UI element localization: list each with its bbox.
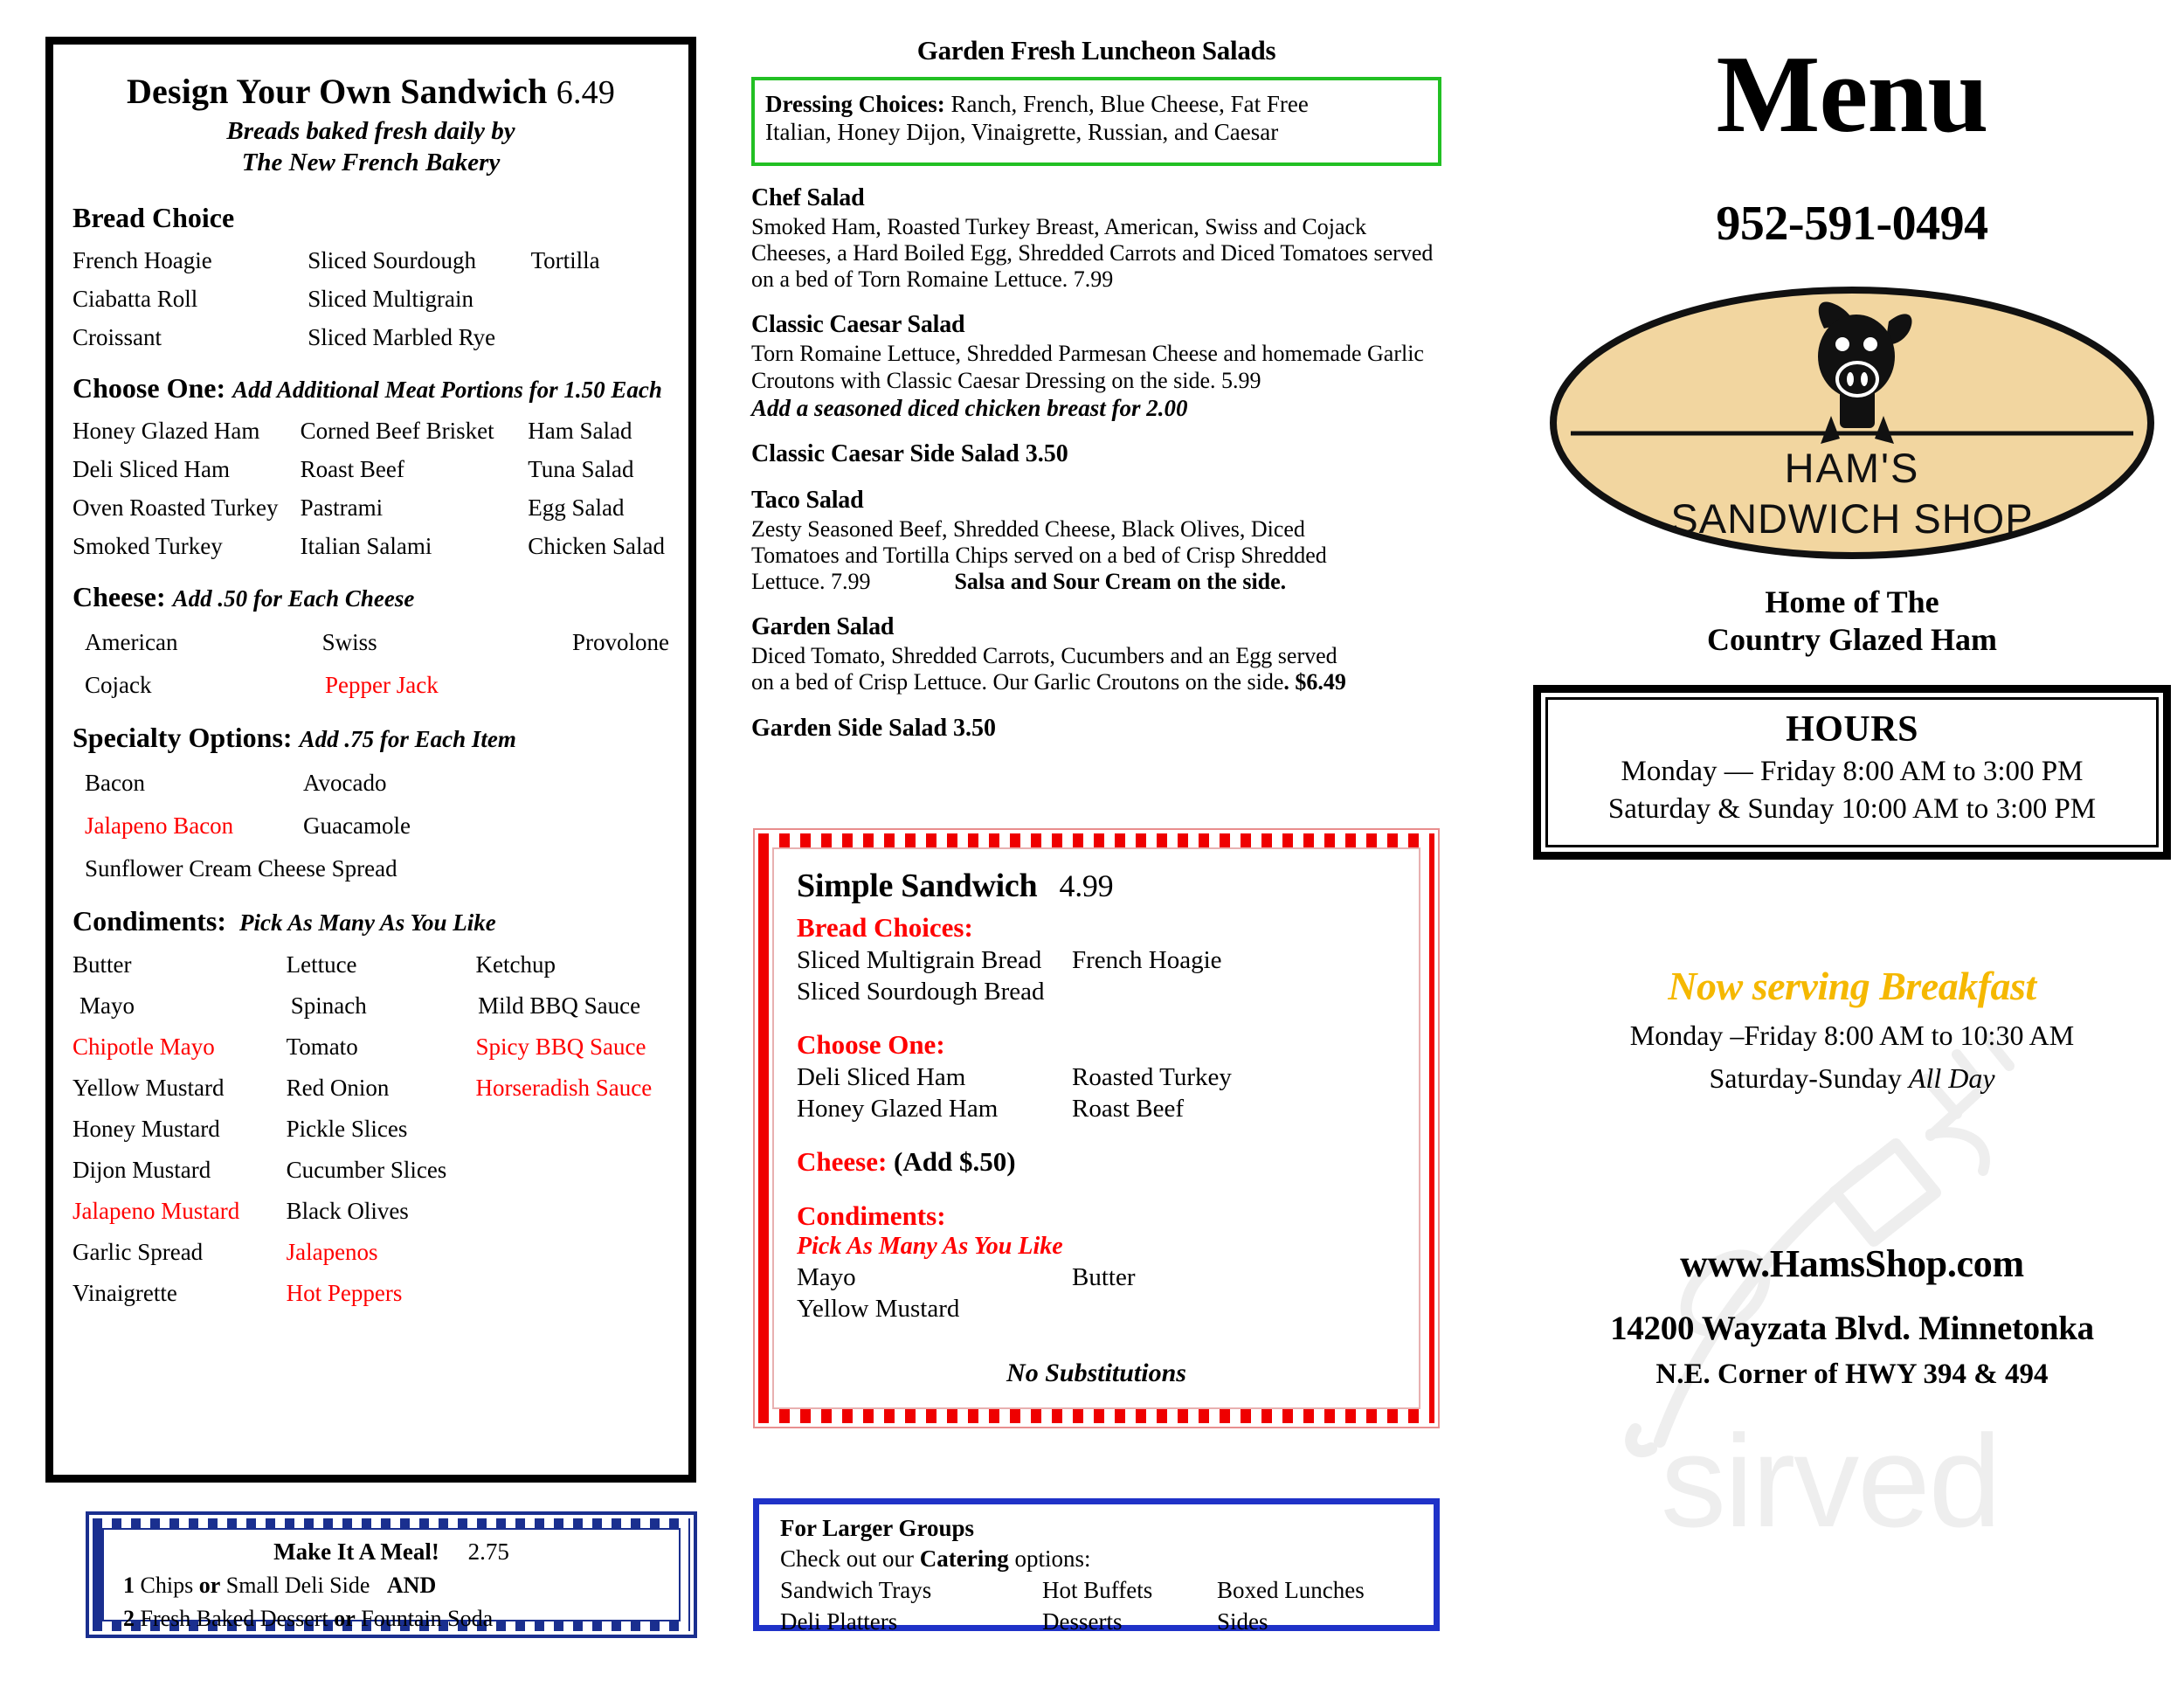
condiment-row	[73, 1116, 669, 1143]
meal-line1-number: 1	[123, 1573, 135, 1598]
condiment-option[interactable]: Spinach	[290, 992, 367, 1019]
condiment-option[interactable]: Vinaigrette	[73, 1279, 177, 1306]
simple-sandwich-title-text: Simple Sandwich	[797, 868, 1038, 904]
catering-option[interactable]: Desserts	[1042, 1608, 1123, 1635]
simple-sandwich-price: 4.99	[1059, 868, 1114, 903]
condiment-option[interactable]: Tomato	[286, 1033, 358, 1060]
bread-option[interactable]: Croissant	[73, 323, 162, 350]
cheese-note: Add .50 for Each Cheese	[172, 584, 415, 612]
meat-option[interactable]: Italian Salami	[300, 532, 432, 559]
specialty-option[interactable]: Sunflower Cream Cheese Spread	[85, 854, 397, 882]
condiment-option	[476, 1198, 670, 1225]
phone-number[interactable]: 952-591-0494	[1716, 197, 1988, 251]
specialty-row	[73, 770, 669, 797]
cheese-row	[73, 672, 669, 699]
bread-option	[531, 326, 669, 349]
dyo-subtitle-line2: The New French Bakery	[241, 149, 501, 177]
logo	[1520, 283, 2184, 563]
simple-sandwich-title	[797, 867, 1396, 905]
larger-groups-title: For Larger Groups	[780, 1515, 974, 1541]
salads-section-title: Garden Fresh Luncheon Salads	[916, 35, 1276, 66]
cheese-row	[73, 629, 669, 656]
specialty-note: Add .75 for Each Item	[299, 725, 516, 752]
condiment-option[interactable]: Ketchup	[475, 951, 556, 978]
address-line-2: N.E. Corner of HWY 394 & 494	[1655, 1359, 2049, 1391]
condiment-option[interactable]: Black Olives	[286, 1197, 409, 1224]
condiment-option[interactable]: Horseradish Sauce	[475, 1074, 653, 1101]
condiment-option[interactable]: Honey Mustard	[73, 1115, 220, 1142]
meal-title	[104, 1538, 679, 1566]
catering-suffix: options:	[1008, 1545, 1091, 1572]
dressing-choices-box	[751, 77, 1441, 166]
choose-one-label: Choose One:	[73, 371, 226, 404]
meal-box-checker-border	[93, 1518, 690, 1631]
bread-option[interactable]: Ciabatta Roll	[73, 285, 198, 312]
simple-condiment-option[interactable]: Yellow Mustard	[797, 1295, 960, 1323]
specialty-option[interactable]: Guacamole	[303, 812, 411, 839]
salad-desc-taco	[751, 516, 1441, 595]
simple-choose-one-heading: Choose One:	[797, 1029, 945, 1060]
catering-prefix: Check out our	[780, 1545, 920, 1572]
condiment-row	[73, 1075, 669, 1102]
choose-one-note: Add Additional Meat Portions for 1.50 Each	[232, 376, 662, 403]
condiment-option[interactable]: Butter	[73, 951, 132, 978]
simple-meat-option[interactable]: Deli Sliced Ham	[797, 1063, 966, 1091]
condiment-option[interactable]: Jalapenos	[286, 1238, 378, 1265]
salad-name-chef: Chef Salad	[751, 184, 865, 211]
catering-option[interactable]: Boxed Lunches	[1217, 1577, 1365, 1603]
condiment-option[interactable]: Cucumber Slices	[286, 1156, 447, 1183]
website-url[interactable]: www.HamsShop.com	[1680, 1242, 2024, 1286]
meal-line1-option-b[interactable]: Small Deli Side	[225, 1573, 370, 1598]
meal-line2-option-a[interactable]: Fresh Baked Dessert	[140, 1606, 328, 1631]
condiment-option	[476, 1239, 670, 1266]
simple-meat-option[interactable]: Roasted Turkey	[1072, 1063, 1232, 1091]
specialty-options-heading	[73, 722, 669, 754]
hours-box	[1533, 685, 2171, 860]
dyo-subtitle	[73, 115, 669, 179]
meat-row	[73, 532, 669, 559]
specialty-option[interactable]: Jalapeno Bacon	[85, 812, 234, 839]
tagline-line1: Home of The	[1765, 584, 1939, 619]
condiment-option[interactable]: Mild BBQ Sauce	[478, 992, 641, 1019]
specialty-label: Specialty Options:	[73, 721, 293, 753]
page-title: Menu	[1716, 34, 1988, 156]
condiment-option[interactable]: Pickle Slices	[286, 1115, 408, 1142]
bread-option[interactable]: Tortilla	[530, 246, 600, 273]
bread-option[interactable]: Sliced Marbled Rye	[308, 323, 496, 350]
simple-condiment-option[interactable]: Butter	[1072, 1263, 1136, 1291]
meat-option[interactable]: Corned Beef Brisket	[300, 417, 494, 444]
watermark-text: sirved	[1660, 1407, 2001, 1554]
condiments-note: Pick As Many As You Like	[239, 909, 496, 936]
dyo-price: 6.49	[556, 74, 616, 111]
condiment-row	[73, 1239, 669, 1266]
salad-garden-side: Garden Side Salad 3.50	[751, 714, 997, 742]
simple-bread-option[interactable]: Sliced Sourdough Bread	[797, 978, 1045, 1006]
logo-line-1: HAM'S	[1784, 445, 1920, 491]
salad-desc-taco-line2: Tomatoes and Tortilla Chips served on a bed of Crisp Shredded	[751, 542, 1327, 568]
condiment-option[interactable]: Chipotle Mayo	[73, 1033, 215, 1060]
salad-desc-chef: Smoked Ham, Roasted Turkey Breast, American, Swiss and Cojack Cheeses, a Hard Boiled Egg, Shredded Carrots and Diced Tomatoes served on a bed of Torn Romaine Lettuce. 7.99	[751, 214, 1434, 293]
simple-cheese-surcharge: (Add $.50)	[894, 1146, 1016, 1177]
meat-option[interactable]: Egg Salad	[528, 494, 625, 521]
salad-taco-salsa-note: Salsa and Sour Cream on the side.	[954, 569, 1287, 595]
salad-desc-taco-line3: Lettuce. 7.99	[751, 569, 871, 595]
meat-option[interactable]: Honey Glazed Ham	[73, 417, 260, 444]
cheese-label: Cheese:	[73, 580, 166, 612]
meat-option[interactable]: Ham Salad	[528, 417, 632, 444]
breakfast-weekend-allday: All Day	[1908, 1062, 1995, 1095]
meat-option[interactable]: Roast Beef	[300, 455, 404, 482]
choose-one-heading	[73, 372, 669, 404]
breakfast-weekend-hours	[1520, 1062, 2184, 1095]
simple-bread-option[interactable]: Sliced Multigrain Bread	[797, 946, 1042, 974]
catering-option-row	[780, 1608, 1434, 1635]
breakfast-headline: Now serving Breakfast	[1668, 964, 2036, 1009]
condiment-row	[73, 951, 669, 978]
condiment-option[interactable]: Spicy BBQ Sauce	[475, 1033, 646, 1060]
hours-title: HOURS	[1786, 709, 1918, 750]
meal-line2-option-b[interactable]: Fountain Soda	[361, 1606, 494, 1631]
catering-option[interactable]: Deli Platters	[780, 1608, 898, 1635]
simple-cheese-label: Cheese:	[797, 1146, 888, 1177]
design-your-own-sandwich-panel	[45, 37, 696, 1483]
condiment-option[interactable]: Garlic Spread	[73, 1238, 204, 1265]
simple-condiment-row	[797, 1263, 1396, 1292]
specialty-row	[73, 855, 669, 882]
meat-option[interactable]: Chicken Salad	[528, 532, 665, 559]
meal-line2-or: or	[334, 1606, 356, 1631]
simple-meat-row	[797, 1095, 1396, 1124]
simple-condiments-subheading: Pick As Many As You Like	[797, 1233, 1063, 1260]
bread-choice-heading: Bread Choice	[73, 201, 235, 233]
condiment-row	[73, 992, 669, 1020]
specialty-row	[73, 812, 669, 840]
meal-line2-number: 2	[123, 1606, 135, 1631]
condiment-option[interactable]: Lettuce	[286, 951, 357, 978]
salad-desc-garden	[751, 643, 1441, 695]
condiment-option	[476, 1157, 670, 1184]
simple-sandwich-box	[753, 828, 1440, 1387]
salad-desc-caesar: Torn Romaine Lettuce, Shredded Parmesan Cheese and homemade Garlic Croutons with Classic Caesar Dressing on the side. 5.99	[751, 341, 1424, 393]
catering-option[interactable]: Sandwich Trays	[780, 1577, 932, 1603]
condiment-option[interactable]: Jalapeno Mustard	[73, 1197, 240, 1224]
cheese-option[interactable]: Swiss	[321, 628, 377, 655]
meat-row	[73, 496, 669, 520]
catering-option[interactable]: Hot Buffets	[1042, 1577, 1153, 1603]
salads-panel	[751, 35, 1441, 743]
simple-sandwich-checker-border	[758, 833, 1434, 1423]
breakfast-weekday-hours: Monday –Friday 8:00 AM to 10:30 AM	[1629, 1020, 2075, 1052]
condiments-label: Condiments:	[73, 904, 227, 937]
simple-condiment-option[interactable]: Mayo	[797, 1263, 856, 1291]
tagline	[1520, 584, 2184, 659]
specialty-option[interactable]: Avocado	[303, 769, 387, 796]
bread-row	[73, 287, 669, 311]
cheese-option[interactable]: American	[85, 628, 178, 655]
cheese-option[interactable]: Provolone	[572, 628, 669, 655]
meal-price: 2.75	[467, 1538, 509, 1565]
cheese-option[interactable]: Pepper Jack	[325, 671, 439, 698]
hours-weekday: Monday — Friday 8:00 AM to 3:00 PM	[1621, 756, 2084, 788]
dyo-subtitle-line1: Breads baked fresh daily by	[226, 117, 515, 145]
simple-meat-option[interactable]: Roast Beef	[1072, 1095, 1185, 1123]
no-substitutions-note: No Substitutions	[1006, 1359, 1186, 1387]
dyo-title	[73, 71, 669, 112]
brand-panel	[1520, 31, 2184, 1391]
dressing-choices-line1: Ranch, French, Blue Cheese, Fat Free	[950, 91, 1309, 117]
meal-line-2	[104, 1606, 679, 1632]
bread-row	[73, 323, 669, 350]
condiment-option[interactable]: Dijon Mustard	[73, 1156, 211, 1183]
condiment-option	[476, 1116, 670, 1143]
bread-option[interactable]: Sliced Sourdough	[308, 246, 477, 273]
catering-line	[780, 1545, 1434, 1573]
condiment-option[interactable]: Yellow Mustard	[73, 1074, 225, 1101]
address-line-1: 14200 Wayzata Blvd. Minnetonka	[1610, 1310, 2094, 1348]
simple-bread-heading: Bread Choices:	[797, 912, 973, 943]
dressing-choices-line2: Italian, Honey Dijon, Vinaigrette, Russian, and Caesar	[765, 118, 1279, 145]
cheese-option[interactable]: Cojack	[85, 671, 152, 698]
simple-condiments-heading: Condiments:	[797, 1200, 946, 1231]
catering-option[interactable]: Sides	[1217, 1608, 1268, 1635]
simple-condiment-row	[797, 1295, 1396, 1324]
meat-option[interactable]: Deli Sliced Ham	[73, 455, 230, 482]
bread-option	[531, 287, 669, 311]
condiment-row	[73, 1198, 669, 1225]
salad-name-taco: Taco Salad	[751, 486, 864, 514]
condiment-option	[476, 1280, 670, 1307]
condiment-option[interactable]: Mayo	[79, 992, 135, 1019]
condiment-option[interactable]: Red Onion	[286, 1074, 390, 1101]
catering-word[interactable]: Catering	[919, 1545, 1009, 1572]
meat-row	[73, 419, 669, 443]
dyo-title-text: Design Your Own Sandwich	[126, 72, 548, 111]
simple-bread-option[interactable]: French Hoagie	[1072, 946, 1222, 974]
condiment-row	[73, 1034, 669, 1061]
salad-name-caesar: Classic Caesar Salad	[751, 311, 965, 339]
tagline-line2: Country Glazed Ham	[1707, 622, 1997, 658]
catering-option-row	[780, 1577, 1434, 1604]
hours-weekend: Saturday & Sunday 10:00 AM to 3:00 PM	[1607, 793, 2097, 826]
condiment-option[interactable]: Hot Peppers	[286, 1279, 403, 1306]
bread-option[interactable]: French Hoagie	[73, 246, 212, 273]
cheese-heading	[73, 581, 669, 613]
simple-bread-row	[797, 946, 1396, 975]
meat-option[interactable]: Oven Roasted Turkey	[73, 494, 279, 521]
meal-line-1	[104, 1573, 679, 1599]
condiments-heading	[73, 905, 669, 937]
salad-caesar-side: Classic Caesar Side Salad 3.50	[751, 439, 1068, 467]
bread-row	[73, 246, 669, 273]
condiment-row	[73, 1280, 669, 1307]
dressing-choices-label: Dressing Choices:	[765, 91, 945, 117]
breakfast-weekend-days: Saturday-Sunday	[1709, 1062, 1909, 1095]
meat-option[interactable]: Smoked Turkey	[73, 532, 223, 559]
salad-desc-garden-line1: Diced Tomato, Shredded Carrots, Cucumbers and an Egg served	[751, 643, 1337, 669]
larger-groups-box	[753, 1498, 1440, 1635]
meal-title-text: Make It A Meal!	[273, 1538, 439, 1565]
salad-add-chicken: Add a seasoned diced chicken breast for 2.00	[751, 394, 1188, 421]
salad-name-garden: Garden Salad	[751, 613, 895, 641]
meat-option[interactable]: Tuna Salad	[528, 455, 634, 482]
salad-desc-garden-line2: on a bed of Crisp Lettuce. Our Garlic Croutons on the side	[751, 669, 1284, 695]
meat-row	[73, 455, 669, 482]
meal-line1-or: or	[198, 1573, 221, 1598]
condiment-row	[73, 1157, 669, 1184]
simple-meat-option[interactable]: Honey Glazed Ham	[797, 1095, 999, 1123]
simple-bread-row	[797, 978, 1396, 1006]
make-it-a-meal-box	[86, 1511, 697, 1638]
salad-garden-price: . $6.49	[1283, 669, 1346, 695]
bread-option[interactable]: Sliced Multigrain	[308, 285, 474, 312]
specialty-option[interactable]: Bacon	[85, 769, 145, 796]
meal-line1-option-a[interactable]: Chips	[140, 1573, 194, 1598]
salad-desc-taco-line1: Zesty Seasoned Beef, Shredded Cheese, Black Olives, Diced	[751, 515, 1305, 542]
simple-cheese-heading	[797, 1146, 1396, 1178]
meat-option[interactable]: Pastrami	[300, 494, 384, 521]
dressing-choices-text	[765, 91, 1429, 147]
logo-line-2: SANDWICH SHOP	[1670, 495, 2034, 542]
simple-meat-row	[797, 1063, 1396, 1092]
meal-line1-and: AND	[386, 1573, 437, 1598]
